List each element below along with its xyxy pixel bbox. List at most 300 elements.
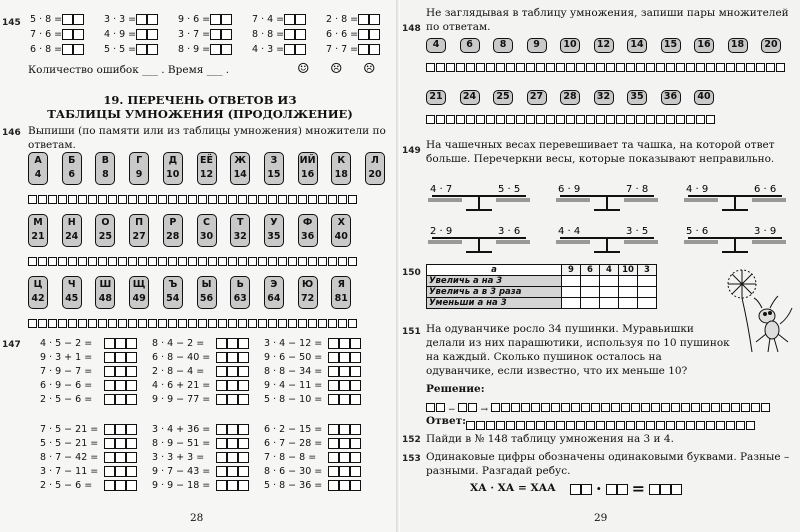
answer-box[interactable] <box>147 44 158 55</box>
answer-box[interactable] <box>284 29 295 40</box>
answer-box[interactable] <box>536 63 545 72</box>
answer-box[interactable] <box>339 380 350 391</box>
answer-box[interactable] <box>104 466 115 477</box>
answer-box[interactable] <box>58 195 67 204</box>
answer-box[interactable] <box>656 63 665 72</box>
answer-box[interactable] <box>136 14 147 25</box>
answer-box[interactable] <box>328 394 339 405</box>
answer-box[interactable] <box>118 319 127 328</box>
answer-box[interactable] <box>328 338 339 349</box>
answer-box[interactable] <box>616 421 625 430</box>
balance-scale[interactable] <box>684 226 786 252</box>
answer-box[interactable] <box>476 115 485 124</box>
answer-box[interactable] <box>218 257 227 266</box>
answer-cell[interactable] <box>619 298 638 309</box>
answer-box[interactable] <box>115 438 126 449</box>
neutral-face-icon[interactable]: ☹ <box>330 61 343 77</box>
answer-box[interactable] <box>178 195 187 204</box>
answer-box[interactable] <box>606 115 615 124</box>
answer-box[interactable] <box>646 421 655 430</box>
answer-box[interactable] <box>686 115 695 124</box>
answer-box[interactable] <box>339 424 350 435</box>
answer-cell[interactable] <box>619 276 638 287</box>
answer-box[interactable] <box>476 63 485 72</box>
answer-box[interactable] <box>28 195 37 204</box>
answer-box[interactable] <box>216 394 227 405</box>
answer-box[interactable] <box>208 257 217 266</box>
answer-box[interactable] <box>511 403 520 412</box>
answer-box[interactable] <box>68 319 77 328</box>
answer-box[interactable] <box>238 195 247 204</box>
answer-box[interactable] <box>108 257 117 266</box>
answer-box[interactable] <box>446 115 455 124</box>
answer-box[interactable] <box>369 44 380 55</box>
answer-box[interactable] <box>126 394 137 405</box>
answer-box[interactable] <box>586 115 595 124</box>
answer-box[interactable] <box>761 403 770 412</box>
answer-box[interactable] <box>188 195 197 204</box>
answer-box[interactable] <box>676 115 685 124</box>
answer-box[interactable] <box>328 466 339 477</box>
answer-cell[interactable] <box>600 287 619 298</box>
answer-box[interactable] <box>660 484 671 495</box>
answer-box[interactable] <box>646 115 655 124</box>
answer-box[interactable] <box>298 195 307 204</box>
answer-box[interactable] <box>198 319 207 328</box>
answer-box[interactable] <box>626 421 635 430</box>
answer-box[interactable] <box>576 421 585 430</box>
answer-box[interactable] <box>339 466 350 477</box>
answer-box[interactable] <box>295 14 306 25</box>
answer-box[interactable] <box>596 63 605 72</box>
answer-box[interactable] <box>348 195 357 204</box>
answer-box[interactable] <box>228 195 237 204</box>
answer-box[interactable] <box>38 195 47 204</box>
answer-box[interactable] <box>566 63 575 72</box>
answer-box[interactable] <box>666 421 675 430</box>
answer-box[interactable] <box>295 44 306 55</box>
answer-box[interactable] <box>338 319 347 328</box>
answer-box[interactable] <box>358 44 369 55</box>
answer-box[interactable] <box>350 366 361 377</box>
answer-box[interactable] <box>466 115 475 124</box>
answer-box[interactable] <box>338 195 347 204</box>
answer-box[interactable] <box>148 195 157 204</box>
answer-box[interactable] <box>98 257 107 266</box>
happy-face-icon[interactable]: ☺ <box>297 61 310 77</box>
answer-box[interactable] <box>328 319 337 328</box>
answer-box[interactable] <box>486 421 495 430</box>
answer-box[interactable] <box>736 421 745 430</box>
answer-box[interactable] <box>158 319 167 328</box>
answer-box[interactable] <box>350 394 361 405</box>
answer-box[interactable] <box>238 480 249 491</box>
answer-box[interactable] <box>308 195 317 204</box>
answer-box[interactable] <box>104 424 115 435</box>
answer-box[interactable] <box>696 63 705 72</box>
answer-box[interactable] <box>210 29 221 40</box>
answer-box[interactable] <box>526 115 535 124</box>
answer-box[interactable] <box>126 452 137 463</box>
answer-box[interactable] <box>626 115 635 124</box>
answer-box[interactable] <box>328 257 337 266</box>
answer-box[interactable] <box>496 115 505 124</box>
answer-box[interactable] <box>118 195 127 204</box>
answer-box[interactable] <box>227 466 238 477</box>
answer-box[interactable] <box>649 484 660 495</box>
answer-box[interactable] <box>308 319 317 328</box>
answer-box[interactable] <box>147 29 158 40</box>
answer-box[interactable] <box>456 63 465 72</box>
answer-box[interactable] <box>218 319 227 328</box>
answer-box[interactable] <box>238 394 249 405</box>
answer-box[interactable] <box>128 195 137 204</box>
answer-cell[interactable] <box>638 276 657 287</box>
answer-box[interactable] <box>227 438 238 449</box>
answer-box[interactable] <box>88 257 97 266</box>
answer-box[interactable] <box>566 421 575 430</box>
answer-box[interactable] <box>350 424 361 435</box>
answer-box[interactable] <box>506 115 515 124</box>
answer-box[interactable] <box>258 195 267 204</box>
answer-box[interactable] <box>328 452 339 463</box>
answer-box[interactable] <box>546 421 555 430</box>
answer-box[interactable] <box>466 63 475 72</box>
answer-box[interactable] <box>138 257 147 266</box>
answer-box[interactable] <box>88 319 97 328</box>
answer-box[interactable] <box>278 195 287 204</box>
answer-box[interactable] <box>596 421 605 430</box>
answer-box[interactable] <box>701 403 710 412</box>
answer-box[interactable] <box>339 394 350 405</box>
answer-box[interactable] <box>268 319 277 328</box>
answer-box[interactable] <box>62 29 73 40</box>
answer-box[interactable] <box>210 44 221 55</box>
answer-box[interactable] <box>210 14 221 25</box>
balance-scale[interactable] <box>428 226 530 252</box>
answer-box[interactable] <box>501 403 510 412</box>
answer-box[interactable] <box>506 63 515 72</box>
answer-box[interactable] <box>227 452 238 463</box>
answer-box[interactable] <box>496 421 505 430</box>
answer-box[interactable] <box>506 421 515 430</box>
answer-box[interactable] <box>178 257 187 266</box>
answer-box[interactable] <box>436 403 445 412</box>
answer-box[interactable] <box>350 452 361 463</box>
answer-box[interactable] <box>78 257 87 266</box>
answer-box[interactable] <box>616 115 625 124</box>
answer-box[interactable] <box>221 14 232 25</box>
answer-box[interactable] <box>216 466 227 477</box>
answer-box[interactable] <box>716 63 725 72</box>
answer-box[interactable] <box>656 421 665 430</box>
answer-box[interactable] <box>581 484 592 495</box>
answer-box[interactable] <box>348 257 357 266</box>
answer-box[interactable] <box>104 366 115 377</box>
answer-box[interactable] <box>115 452 126 463</box>
answer-box[interactable] <box>350 466 361 477</box>
sad-face-icon[interactable]: ☹ <box>363 61 376 77</box>
balance-scale[interactable] <box>684 184 786 210</box>
answer-box[interactable] <box>73 14 84 25</box>
answer-cell[interactable] <box>581 298 600 309</box>
answer-box[interactable] <box>651 403 660 412</box>
answer-box[interactable] <box>216 438 227 449</box>
answer-box[interactable] <box>571 403 580 412</box>
answer-box[interactable] <box>606 63 615 72</box>
answer-box[interactable] <box>168 195 177 204</box>
answer-box[interactable] <box>716 421 725 430</box>
answer-box[interactable] <box>126 424 137 435</box>
answer-box[interactable] <box>115 380 126 391</box>
answer-box[interactable] <box>731 403 740 412</box>
answer-cell[interactable] <box>619 287 638 298</box>
answer-box[interactable] <box>656 115 665 124</box>
answer-box[interactable] <box>526 421 535 430</box>
answer-box[interactable] <box>104 452 115 463</box>
answer-box[interactable] <box>216 480 227 491</box>
answer-box[interactable] <box>216 424 227 435</box>
answer-box[interactable] <box>328 424 339 435</box>
answer-box[interactable] <box>68 257 77 266</box>
answer-box[interactable] <box>486 115 495 124</box>
answer-box[interactable] <box>278 319 287 328</box>
answer-box[interactable] <box>556 421 565 430</box>
answer-box[interactable] <box>78 319 87 328</box>
answer-box[interactable] <box>476 421 485 430</box>
answer-box[interactable] <box>426 115 435 124</box>
answer-box[interactable] <box>126 480 137 491</box>
answer-box[interactable] <box>741 403 750 412</box>
answer-box[interactable] <box>756 63 765 72</box>
answer-box[interactable] <box>188 257 197 266</box>
answer-box[interactable] <box>776 63 785 72</box>
answer-box[interactable] <box>227 366 238 377</box>
answer-box[interactable] <box>576 63 585 72</box>
answer-box[interactable] <box>238 366 249 377</box>
answer-box[interactable] <box>158 195 167 204</box>
answer-box[interactable] <box>526 63 535 72</box>
answer-box[interactable] <box>227 394 238 405</box>
answer-box[interactable] <box>686 63 695 72</box>
answer-box[interactable] <box>98 195 107 204</box>
answer-cell[interactable] <box>600 276 619 287</box>
answer-box[interactable] <box>48 319 57 328</box>
balance-scale[interactable] <box>556 184 658 210</box>
answer-box[interactable] <box>115 338 126 349</box>
answer-box[interactable] <box>216 338 227 349</box>
answer-box[interactable] <box>218 195 227 204</box>
answer-box[interactable] <box>641 403 650 412</box>
answer-box[interactable] <box>456 115 465 124</box>
answer-box[interactable] <box>227 424 238 435</box>
answer-box[interactable] <box>227 352 238 363</box>
answer-box[interactable] <box>681 403 690 412</box>
answer-box[interactable] <box>726 63 735 72</box>
answer-box[interactable] <box>696 115 705 124</box>
answer-box[interactable] <box>318 257 327 266</box>
answer-box[interactable] <box>48 195 57 204</box>
answer-box[interactable] <box>238 319 247 328</box>
answer-box[interactable] <box>516 115 525 124</box>
answer-box[interactable] <box>339 352 350 363</box>
answer-box[interactable] <box>358 14 369 25</box>
answer-box[interactable] <box>686 421 695 430</box>
answer-box[interactable] <box>626 63 635 72</box>
answer-box[interactable] <box>98 319 107 328</box>
answer-box[interactable] <box>278 257 287 266</box>
answer-box[interactable] <box>288 195 297 204</box>
answer-box[interactable] <box>238 352 249 363</box>
answer-box[interactable] <box>746 63 755 72</box>
balance-scale[interactable] <box>428 184 530 210</box>
answer-box[interactable] <box>516 421 525 430</box>
answer-box[interactable] <box>350 338 361 349</box>
answer-box[interactable] <box>496 63 505 72</box>
answer-box[interactable] <box>616 63 625 72</box>
answer-box[interactable] <box>671 484 682 495</box>
answer-box[interactable] <box>126 380 137 391</box>
answer-cell[interactable] <box>562 276 581 287</box>
answer-box[interactable] <box>328 438 339 449</box>
answer-box[interactable] <box>136 29 147 40</box>
answer-box[interactable] <box>556 115 565 124</box>
answer-box[interactable] <box>136 44 147 55</box>
answer-box[interactable] <box>208 195 217 204</box>
answer-box[interactable] <box>238 257 247 266</box>
answer-box[interactable] <box>328 366 339 377</box>
answer-box[interactable] <box>248 195 257 204</box>
answer-box[interactable] <box>671 403 680 412</box>
answer-box[interactable] <box>546 115 555 124</box>
answer-box[interactable] <box>108 319 117 328</box>
answer-box[interactable] <box>566 115 575 124</box>
answer-box[interactable] <box>606 421 615 430</box>
answer-box[interactable] <box>248 257 257 266</box>
answer-box[interactable] <box>158 257 167 266</box>
answer-box[interactable] <box>104 380 115 391</box>
answer-box[interactable] <box>78 195 87 204</box>
answer-box[interactable] <box>216 452 227 463</box>
answer-box[interactable] <box>666 115 675 124</box>
answer-box[interactable] <box>208 319 217 328</box>
answer-box[interactable] <box>458 403 467 412</box>
answer-box[interactable] <box>48 257 57 266</box>
answer-box[interactable] <box>766 63 775 72</box>
answer-box[interactable] <box>570 484 581 495</box>
answer-box[interactable] <box>350 380 361 391</box>
answer-box[interactable] <box>238 424 249 435</box>
answer-cell[interactable] <box>638 298 657 309</box>
answer-cell[interactable] <box>600 298 619 309</box>
answer-box[interactable] <box>147 14 158 25</box>
answer-box[interactable] <box>198 195 207 204</box>
answer-box[interactable] <box>726 421 735 430</box>
answer-cell[interactable] <box>638 287 657 298</box>
answer-box[interactable] <box>126 466 137 477</box>
answer-box[interactable] <box>350 438 361 449</box>
answer-box[interactable] <box>268 257 277 266</box>
answer-cell[interactable] <box>581 276 600 287</box>
answer-box[interactable] <box>576 115 585 124</box>
answer-box[interactable] <box>676 421 685 430</box>
answer-box[interactable] <box>108 195 117 204</box>
answer-box[interactable] <box>661 403 670 412</box>
answer-box[interactable] <box>128 319 137 328</box>
answer-box[interactable] <box>617 484 628 495</box>
answer-box[interactable] <box>58 319 67 328</box>
answer-box[interactable] <box>138 319 147 328</box>
answer-box[interactable] <box>746 421 755 430</box>
answer-box[interactable] <box>706 115 715 124</box>
answer-box[interactable] <box>328 380 339 391</box>
answer-box[interactable] <box>115 466 126 477</box>
answer-box[interactable] <box>288 319 297 328</box>
answer-box[interactable] <box>606 484 617 495</box>
answer-box[interactable] <box>646 63 655 72</box>
answer-box[interactable] <box>126 338 137 349</box>
answer-box[interactable] <box>318 195 327 204</box>
answer-box[interactable] <box>581 403 590 412</box>
answer-box[interactable] <box>28 319 37 328</box>
answer-box[interactable] <box>611 403 620 412</box>
answer-box[interactable] <box>551 403 560 412</box>
answer-box[interactable] <box>358 29 369 40</box>
answer-box[interactable] <box>284 14 295 25</box>
answer-box[interactable] <box>721 403 730 412</box>
answer-box[interactable] <box>221 29 232 40</box>
answer-box[interactable] <box>295 29 306 40</box>
answer-box[interactable] <box>216 366 227 377</box>
answer-box[interactable] <box>104 438 115 449</box>
answer-box[interactable] <box>238 380 249 391</box>
answer-box[interactable] <box>216 352 227 363</box>
answer-box[interactable] <box>436 115 445 124</box>
answer-box[interactable] <box>350 352 361 363</box>
answer-box[interactable] <box>631 403 640 412</box>
answer-box[interactable] <box>621 403 630 412</box>
answer-box[interactable] <box>339 366 350 377</box>
answer-box[interactable] <box>516 63 525 72</box>
answer-box[interactable] <box>736 63 745 72</box>
answer-cell[interactable] <box>562 287 581 298</box>
answer-box[interactable] <box>38 319 47 328</box>
answer-box[interactable] <box>328 195 337 204</box>
answer-box[interactable] <box>73 29 84 40</box>
answer-box[interactable] <box>88 195 97 204</box>
answer-box[interactable] <box>636 421 645 430</box>
answer-box[interactable] <box>228 319 237 328</box>
answer-box[interactable] <box>541 403 550 412</box>
answer-box[interactable] <box>596 115 605 124</box>
answer-box[interactable] <box>62 44 73 55</box>
answer-box[interactable] <box>591 403 600 412</box>
answer-box[interactable] <box>666 63 675 72</box>
answer-box[interactable] <box>221 44 232 55</box>
answer-box[interactable] <box>284 44 295 55</box>
answer-box[interactable] <box>436 63 445 72</box>
answer-box[interactable] <box>369 14 380 25</box>
answer-box[interactable] <box>298 319 307 328</box>
balance-scale[interactable] <box>556 226 658 252</box>
answer-box[interactable] <box>115 424 126 435</box>
answer-box[interactable] <box>227 338 238 349</box>
answer-box[interactable] <box>126 352 137 363</box>
answer-box[interactable] <box>73 44 84 55</box>
answer-box[interactable] <box>178 319 187 328</box>
answer-box[interactable] <box>339 452 350 463</box>
answer-box[interactable] <box>168 257 177 266</box>
